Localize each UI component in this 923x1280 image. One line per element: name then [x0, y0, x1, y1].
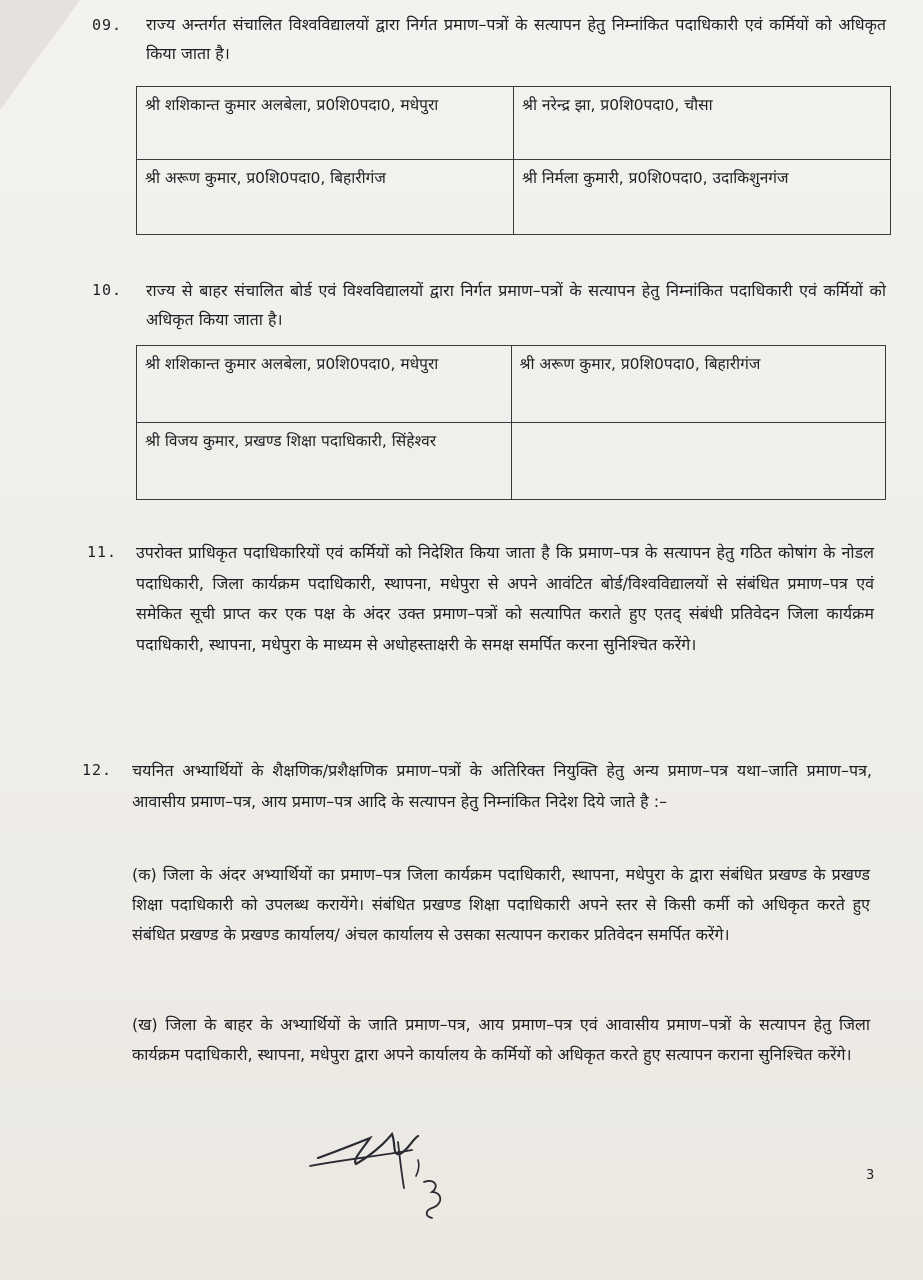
- table-row: [137, 160, 891, 235]
- item-11-text: उपरोक्त प्राधिकृत पदाधिकारियों एवं कर्मियों को निदेशित किया जाता है कि प्रमाण–पत्र के सत्यापन हेतु गठित कोषांग के नोडल पदाधिकारी, जिला कार्यक्रम पदाधिकारी, स्थापना, मधेपुरा से अपने आवंटित बोर्ड/विश्वविद्यालयों से संबंधित प्रमाण–पत्र एवं समेकित सूची प्राप्त कर एक पक्ष के अंदर उक्त प्रमाण–पत्रों को सत्यापित कराते हुए एतद् संबंधी प्रतिवेदन जिला कार्यक्रम पदाधिकारी, स्थापना, मधेपुरा के माध्यम से अधोहस्ताक्षरी के समक्ष समर्पित करना सुनिश्चित करेंगे।: [136, 543, 874, 654]
- item-09-table: [136, 86, 891, 235]
- table-row: [137, 346, 886, 423]
- item-12-text: चयनित अभ्यार्थियों के शैक्षणिक/प्रशैक्षणिक प्रमाण–पत्रों के अतिरिक्त नियुक्ति हेतु अन्य प्रमाण–पत्र यथा–जाति प्रमाण–पत्र, आवासीय प्रमाण–पत्र, आय प्रमाण–पत्र आदि के सत्यापन हेतु निम्नांकित निदेश दिये जाते है :–: [132, 761, 872, 811]
- page-number: 3: [866, 1168, 875, 1183]
- table-row: [137, 87, 891, 160]
- table-row: [137, 423, 886, 500]
- item-10-text: राज्य से बाहर संचालित बोर्ड एवं विश्वविद्यालयों द्वारा निर्गत प्रमाण–पत्रों के सत्यापन हेतु निम्नांकित पदाधिकारी एवं कर्मियों को अधिकृत किया जाता है।: [146, 281, 886, 329]
- table-cell: श्री अरूण कुमार, प्र0शि0पदा0, बिहारीगंज: [511, 346, 886, 423]
- item-12-sub-kha: (ख) जिला के बाहर के अभ्यार्थियों के जाति प्रमाण–पत्र, आय प्रमाण–पत्र एवं आवासीय प्रमाण–पत्रों के सत्यापन हेतु जिला कार्यक्रम पदाधिकारी, स्थापना, मधेपुरा द्वारा अपने कार्यालय के कर्मियों को अधिकृत करते हुए सत्यापन कराना सुनिश्चित करेंगे।: [132, 1015, 870, 1064]
- table-cell: श्री अरूण कुमार, प्र0शि0पदा0, बिहारीगंज: [137, 160, 514, 235]
- item-12-sub-ka: (क) जिला के अंदर अभ्यार्थियों का प्रमाण–पत्र जिला कार्यक्रम पदाधिकारी, स्थापना, मधेपुरा के द्वारा संबंधित प्रखण्ड के प्रखण्ड शिक्षा पदाधिकारी को उपलब्ध करायेंगे। संबंधित प्रखण्ड शिक्षा पदाधिकारी अपने स्तर से किसी कर्मी को अधिकृत करते हुए संबंधित प्रखण्ड के प्रखण्ड कार्यालय/ अंचल कार्यालय से उसका सत्यापन कराकर प्रतिवेदन समर्पित करेंगे।: [132, 865, 870, 944]
- item-12-number: 12.: [82, 761, 113, 779]
- table-cell: श्री शशिकान्त कुमार अलबेला, प्र0शि0पदा0, मधेपुरा: [137, 87, 514, 160]
- table-cell: श्री नरेन्द्र झा, प्र0शि0पदा0, चौसा: [514, 87, 891, 160]
- page-fold-shadow: [0, 0, 80, 110]
- table-cell: श्री निर्मला कुमारी, प्र0शि0पदा0, उदाकिशुनगंज: [514, 160, 891, 235]
- item-09-number: 09.: [92, 16, 123, 34]
- table-cell: श्री शशिकान्त कुमार अलबेला, प्र0शि0पदा0, मधेपुरा: [137, 346, 512, 423]
- signature-mark: [300, 1120, 460, 1230]
- item-10-table: [136, 345, 886, 500]
- item-10-number: 10.: [92, 281, 123, 299]
- table-cell: [511, 423, 886, 500]
- item-09-text: राज्य अन्तर्गत संचालित विश्वविद्यालयों द्वारा निर्गत प्रमाण–पत्रों के सत्यापन हेतु निम्नांकित पदाधिकारी एवं कर्मियों को अधिकृत किया जाता है।: [146, 15, 886, 63]
- table-cell: श्री विजय कुमार, प्रखण्ड शिक्षा पदाधिकारी, सिंहेश्वर: [137, 423, 512, 500]
- item-11-number: 11.: [87, 543, 118, 561]
